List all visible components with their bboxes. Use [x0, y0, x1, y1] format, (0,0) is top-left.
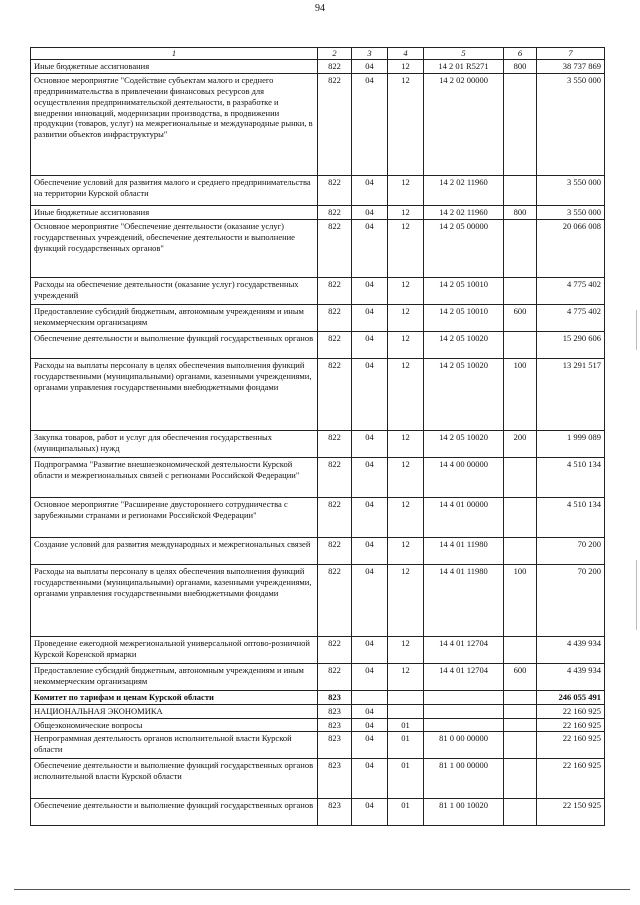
row-subsection: 12 — [388, 636, 424, 663]
row-target-article: 14 2 01 R5271 — [424, 60, 504, 74]
row-amount: 4 439 934 — [537, 636, 605, 663]
row-subsection: 12 — [388, 219, 424, 277]
row-section: 04 — [352, 60, 388, 74]
row-section: 04 — [352, 663, 388, 690]
page-number: 94 — [315, 3, 325, 14]
row-target-article — [424, 690, 504, 704]
row-expense-type — [504, 277, 537, 304]
row-amount: 13 291 517 — [537, 358, 605, 430]
row-section: 04 — [352, 304, 388, 331]
header-cell: 6 — [504, 48, 537, 60]
row-amount: 3 550 000 — [537, 73, 605, 175]
row-section: 04 — [352, 497, 388, 537]
row-ministry-code: 822 — [318, 430, 352, 457]
row-amount: 22 160 925 — [537, 718, 605, 732]
row-name: Проведение ежегодной межрегиональной универсальной оптово-розничной Курской Коренской ярмарки — [31, 636, 318, 663]
row-expense-type — [504, 732, 537, 759]
row-section: 04 — [352, 718, 388, 732]
table-row — [31, 636, 605, 663]
table-row — [31, 457, 605, 497]
row-section — [352, 690, 388, 704]
header-cell: 5 — [424, 48, 504, 60]
row-subsection: 12 — [388, 564, 424, 636]
row-ministry-code: 822 — [318, 60, 352, 74]
row-target-article: 14 4 01 00000 — [424, 497, 504, 537]
row-name: Предоставление субсидий бюджетным, автономным учреждениям и иным некоммерческим организациям — [31, 304, 318, 331]
row-ministry-code: 822 — [318, 175, 352, 205]
row-expense-type: 800 — [504, 60, 537, 74]
row-expense-type — [504, 718, 537, 732]
row-ministry-code: 823 — [318, 759, 352, 799]
scan-margin-mark — [636, 310, 637, 350]
row-expense-type — [504, 537, 537, 564]
row-target-article — [424, 704, 504, 718]
row-section: 04 — [352, 175, 388, 205]
table-row — [31, 277, 605, 304]
row-subsection: 12 — [388, 497, 424, 537]
row-section: 04 — [352, 457, 388, 497]
row-name: Основное мероприятие "Расширение двустороннего сотрудничества с зарубежными странами и регионами Российской Федерации" — [31, 497, 318, 537]
row-target-article: 81 1 00 00000 — [424, 759, 504, 799]
row-subsection: 12 — [388, 358, 424, 430]
row-target-article: 14 2 05 00000 — [424, 219, 504, 277]
row-name: Обеспечение условий для развития малого и среднего предпринимательства на территории Курской области — [31, 175, 318, 205]
row-target-article: 14 2 02 00000 — [424, 73, 504, 175]
row-name: Создание условий для развития международных и межрегиональных связей — [31, 537, 318, 564]
row-subsection: 12 — [388, 457, 424, 497]
row-amount: 22 160 925 — [537, 704, 605, 718]
row-amount: 15 290 606 — [537, 331, 605, 358]
row-subsection: 01 — [388, 799, 424, 826]
row-subsection: 12 — [388, 60, 424, 74]
row-expense-type: 600 — [504, 304, 537, 331]
row-name: Расходы на выплаты персоналу в целях обеспечения выполнения функций государственными (муниципальными) органами, казенными учреждениями, органами управления государственными внебюджетными фондами — [31, 564, 318, 636]
scan-margin-mark — [636, 560, 637, 630]
row-amount: 1 999 089 — [537, 430, 605, 457]
row-section: 04 — [352, 564, 388, 636]
header-cell: 3 — [352, 48, 388, 60]
row-section: 04 — [352, 636, 388, 663]
row-target-article: 81 1 00 10020 — [424, 799, 504, 826]
row-subsection: 12 — [388, 277, 424, 304]
row-section: 04 — [352, 219, 388, 277]
row-ministry-code: 822 — [318, 636, 352, 663]
table-row — [31, 663, 605, 690]
row-subsection — [388, 704, 424, 718]
row-amount: 22 150 925 — [537, 799, 605, 826]
table-row — [31, 358, 605, 430]
table-header-row — [31, 48, 605, 60]
row-expense-type: 100 — [504, 564, 537, 636]
row-target-article: 14 4 01 11980 — [424, 564, 504, 636]
row-ministry-code: 823 — [318, 732, 352, 759]
row-expense-type: 600 — [504, 663, 537, 690]
header-cell: 2 — [318, 48, 352, 60]
row-section: 04 — [352, 277, 388, 304]
table-row — [31, 799, 605, 826]
table-row — [31, 205, 605, 219]
row-amount: 22 160 925 — [537, 732, 605, 759]
row-target-article: 14 2 02 11960 — [424, 175, 504, 205]
row-target-article: 14 2 05 10010 — [424, 277, 504, 304]
row-name: Комитет по тарифам и ценам Курской области — [31, 690, 318, 704]
row-target-article — [424, 718, 504, 732]
row-subsection: 12 — [388, 304, 424, 331]
row-subsection: 12 — [388, 663, 424, 690]
row-ministry-code: 823 — [318, 799, 352, 826]
row-ministry-code: 822 — [318, 331, 352, 358]
table-row — [31, 304, 605, 331]
row-expense-type: 100 — [504, 358, 537, 430]
row-subsection: 12 — [388, 331, 424, 358]
row-section: 04 — [352, 704, 388, 718]
row-name: Обеспечение деятельности и выполнение функций государственных органов исполнительной власти Курской области — [31, 759, 318, 799]
row-ministry-code: 822 — [318, 304, 352, 331]
row-subsection: 12 — [388, 430, 424, 457]
row-expense-type — [504, 219, 537, 277]
row-target-article: 14 2 05 10010 — [424, 304, 504, 331]
row-ministry-code: 823 — [318, 704, 352, 718]
table-row — [31, 331, 605, 358]
row-ministry-code: 822 — [318, 205, 352, 219]
table-row — [31, 73, 605, 175]
row-amount: 22 160 925 — [537, 759, 605, 799]
row-subsection: 12 — [388, 537, 424, 564]
row-expense-type: 800 — [504, 205, 537, 219]
row-target-article: 14 2 05 10020 — [424, 331, 504, 358]
row-ministry-code: 822 — [318, 537, 352, 564]
row-ministry-code: 822 — [318, 219, 352, 277]
row-ministry-code: 822 — [318, 497, 352, 537]
row-name: Общеэкономические вопросы — [31, 718, 318, 732]
row-name: Закупка товаров, работ и услуг для обеспечения государственных (муниципальных) нужд — [31, 430, 318, 457]
table-row — [31, 759, 605, 799]
row-subsection: 12 — [388, 73, 424, 175]
row-expense-type — [504, 175, 537, 205]
row-name: Основное мероприятие "Обеспечение деятельности (оказание услуг) государственных учреждений, обеспечение деятельности и выполнение функций государственных органов" — [31, 219, 318, 277]
row-amount: 70 200 — [537, 537, 605, 564]
row-ministry-code: 822 — [318, 564, 352, 636]
row-expense-type — [504, 497, 537, 537]
row-target-article: 14 4 01 12704 — [424, 636, 504, 663]
row-section: 04 — [352, 732, 388, 759]
row-name: НАЦИОНАЛЬНАЯ ЭКОНОМИКА — [31, 704, 318, 718]
row-name: Непрограммная деятельность органов исполнительной власти Курской области — [31, 732, 318, 759]
row-name: Основное мероприятие "Содействие субъектам малого и среднего предпринимательства в привлечении финансовых ресурсов для осуществления предпринимательской деятельности, в разработке и внедрении инноваций, модернизации производства, в продвижении продукции (товаров, услуг) на межрегиональные и международные рынки, в развитии объектов инфраструктуры" — [31, 73, 318, 175]
row-amount: 4 775 402 — [537, 277, 605, 304]
row-ministry-code: 822 — [318, 457, 352, 497]
row-target-article: 14 4 01 12704 — [424, 663, 504, 690]
row-target-article: 14 4 00 00000 — [424, 457, 504, 497]
row-ministry-code: 823 — [318, 690, 352, 704]
row-expense-type — [504, 690, 537, 704]
row-name: Иные бюджетные ассигнования — [31, 60, 318, 74]
row-target-article: 14 2 05 10020 — [424, 358, 504, 430]
row-expense-type — [504, 457, 537, 497]
table-row — [31, 732, 605, 759]
row-ministry-code: 822 — [318, 358, 352, 430]
header-cell: 7 — [537, 48, 605, 60]
row-amount: 3 550 000 — [537, 175, 605, 205]
header-cell: 4 — [388, 48, 424, 60]
row-section: 04 — [352, 537, 388, 564]
row-amount: 3 550 000 — [537, 205, 605, 219]
row-name: Расходы на обеспечение деятельности (оказание услуг) государственных учреждений — [31, 277, 318, 304]
row-name: Обеспечение деятельности и выполнение функций государственных органов — [31, 799, 318, 826]
table-row — [31, 704, 605, 718]
row-name: Расходы на выплаты персоналу в целях обеспечения выполнения функций государственными (муниципальными) органами, казенными учреждениями, органами управления государственными внебюджетными фондами — [31, 358, 318, 430]
budget-table — [30, 47, 605, 826]
row-ministry-code: 822 — [318, 663, 352, 690]
table-row — [31, 564, 605, 636]
row-section: 04 — [352, 331, 388, 358]
row-section: 04 — [352, 73, 388, 175]
table-row — [31, 537, 605, 564]
row-subsection: 12 — [388, 205, 424, 219]
page-bottom-rule — [14, 889, 630, 890]
row-section: 04 — [352, 430, 388, 457]
row-amount: 38 737 869 — [537, 60, 605, 74]
row-section: 04 — [352, 759, 388, 799]
table-row — [31, 219, 605, 277]
row-ministry-code: 822 — [318, 73, 352, 175]
row-expense-type — [504, 759, 537, 799]
row-amount: 20 066 008 — [537, 219, 605, 277]
table-row — [31, 497, 605, 537]
header-cell: 1 — [31, 48, 318, 60]
row-name: Обеспечение деятельности и выполнение функций государственных органов — [31, 331, 318, 358]
table-row — [31, 718, 605, 732]
row-section: 04 — [352, 358, 388, 430]
row-ministry-code: 823 — [318, 718, 352, 732]
row-target-article: 81 0 00 00000 — [424, 732, 504, 759]
row-subsection: 01 — [388, 732, 424, 759]
row-expense-type — [504, 331, 537, 358]
row-section: 04 — [352, 799, 388, 826]
row-amount: 4 510 134 — [537, 497, 605, 537]
row-section: 04 — [352, 205, 388, 219]
row-target-article: 14 4 01 11980 — [424, 537, 504, 564]
table-row — [31, 430, 605, 457]
table-row — [31, 175, 605, 205]
row-amount: 246 055 491 — [537, 690, 605, 704]
row-name: Предоставление субсидий бюджетным, автономным учреждениям и иным некоммерческим организациям — [31, 663, 318, 690]
row-subsection: 12 — [388, 175, 424, 205]
row-expense-type: 200 — [504, 430, 537, 457]
row-name: Подпрограмма "Развитие внешнеэкономической деятельности Курской области и межрегиональных связей с регионами Российской Федерации" — [31, 457, 318, 497]
row-ministry-code: 822 — [318, 277, 352, 304]
table-row — [31, 690, 605, 704]
row-name: Иные бюджетные ассигнования — [31, 205, 318, 219]
row-amount: 4 510 134 — [537, 457, 605, 497]
row-expense-type — [504, 73, 537, 175]
table-row — [31, 60, 605, 74]
row-target-article: 14 2 02 11960 — [424, 205, 504, 219]
row-amount: 70 200 — [537, 564, 605, 636]
row-subsection — [388, 690, 424, 704]
row-amount: 4 775 402 — [537, 304, 605, 331]
row-expense-type — [504, 799, 537, 826]
row-expense-type — [504, 636, 537, 663]
row-amount: 4 439 934 — [537, 663, 605, 690]
row-subsection: 01 — [388, 718, 424, 732]
row-target-article: 14 2 05 10020 — [424, 430, 504, 457]
row-subsection: 01 — [388, 759, 424, 799]
row-expense-type — [504, 704, 537, 718]
